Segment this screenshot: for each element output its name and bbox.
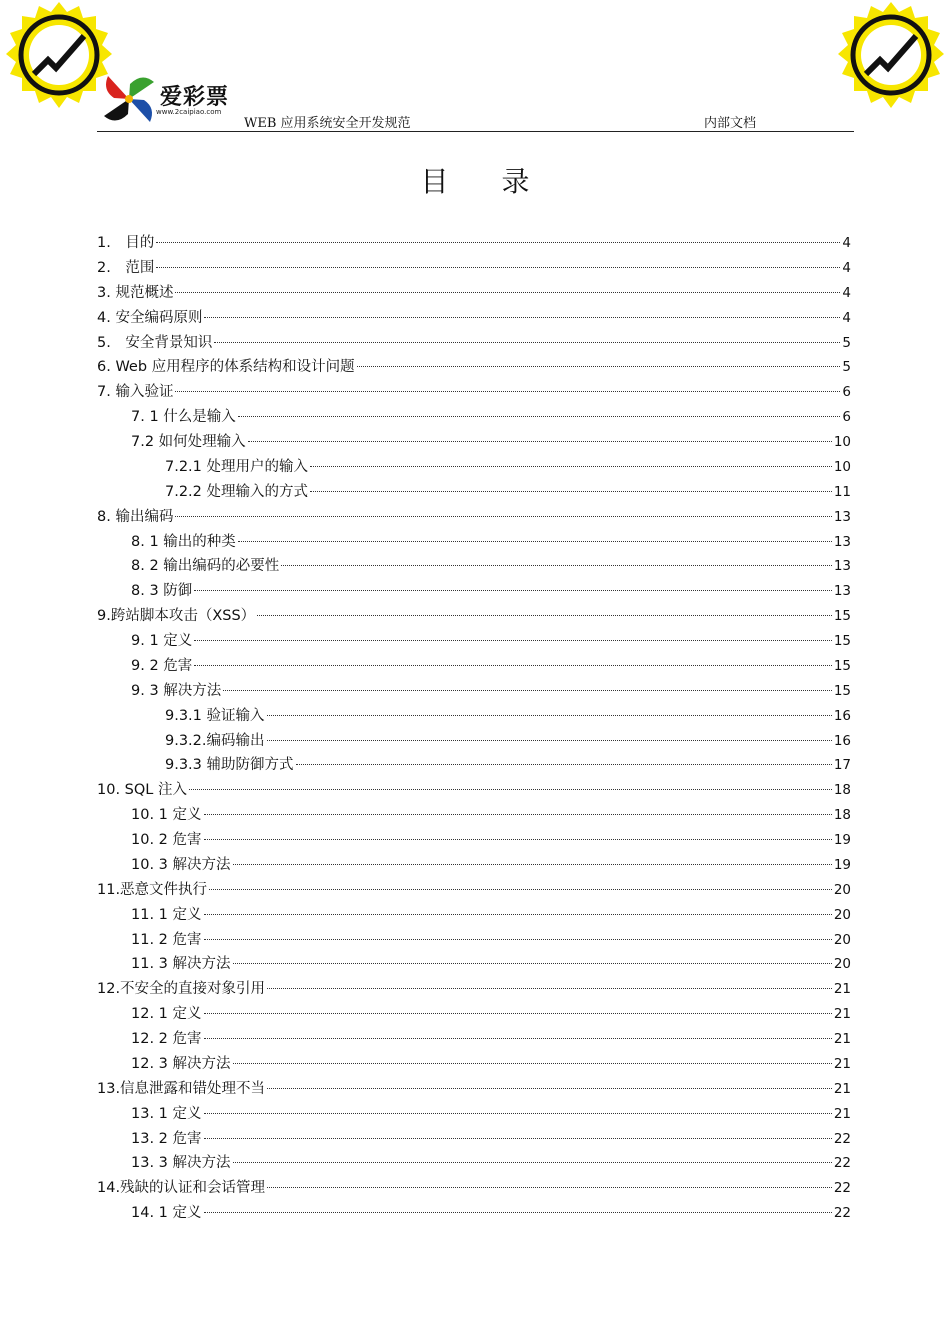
toc-entry[interactable]	[97, 1002, 851, 1027]
dot-leader	[209, 889, 832, 890]
toc-entry-text: 10. 3 解决方法	[131, 856, 231, 873]
toc-entry-text: 9.跨站脚本攻击（XSS）	[97, 608, 256, 625]
toc-entry[interactable]	[97, 355, 851, 380]
toc-entry-page: 13	[833, 508, 851, 525]
toc-entry-page: 4	[842, 284, 851, 301]
toc-entry-page: 4	[842, 309, 851, 326]
toc-entry[interactable]	[97, 903, 851, 928]
toc-entry[interactable]	[97, 928, 851, 953]
header-document-title: WEB 应用系统安全开发规范	[244, 116, 411, 131]
toc-entry-text: 7.2 如何处理输入	[131, 434, 246, 450]
toc-entry-page: 21	[833, 1055, 851, 1072]
dot-leader	[204, 1212, 832, 1213]
dot-leader	[204, 1138, 832, 1139]
toc-entry-text: 10. SQL 注入	[97, 782, 187, 799]
toc-entry-page: 21	[833, 981, 851, 998]
dot-leader	[233, 1063, 832, 1064]
toc-entry-text: 7. 1 什么是输入	[131, 409, 236, 426]
toc-entry-text: 3. 规范概述	[97, 284, 174, 301]
dot-leader	[156, 267, 840, 268]
toc-entry[interactable]	[97, 952, 851, 977]
toc-entry-text: 2. 范围	[97, 259, 155, 276]
dot-leader	[175, 516, 831, 517]
dot-leader	[248, 441, 832, 442]
toc-entry-text: 8. 2 输出编码的必要性	[131, 558, 280, 575]
toc-entry-text: 14. 1 定义	[131, 1205, 202, 1222]
toc-entry-text: 10. 1 定义	[131, 807, 202, 824]
toc-entry-page: 10	[833, 434, 851, 450]
toc-entry[interactable]	[97, 554, 851, 579]
toc-entry-text: 11. 3 解决方法	[131, 956, 231, 973]
toc-entry-text: 6. Web 应用程序的体系结构和设计问题	[97, 359, 355, 376]
toc-entry-text: 14.残缺的认证和会话管理	[97, 1180, 266, 1197]
dot-leader	[189, 789, 832, 790]
toc-entry-page: 16	[833, 732, 851, 749]
toc-entry-text: 11. 2 危害	[131, 931, 202, 948]
company-logo	[100, 70, 250, 128]
header-classification: 内部文档	[704, 116, 757, 131]
toc-entry[interactable]	[97, 430, 851, 455]
toc-entry-page: 11	[833, 483, 851, 500]
dot-leader	[257, 615, 832, 616]
dot-leader	[204, 814, 832, 815]
toc-entry-text: 12. 1 定义	[131, 1006, 202, 1023]
toc-entry[interactable]	[97, 505, 851, 530]
dot-leader	[267, 740, 832, 741]
pdf-xchange-stamp-right[interactable]	[832, 0, 950, 118]
dot-leader	[233, 864, 832, 865]
toc-entry-text: 4. 安全编码原则	[97, 309, 203, 326]
dot-leader	[175, 391, 840, 392]
toc-entry[interactable]	[97, 231, 851, 256]
header-rule	[97, 131, 854, 132]
dot-leader	[204, 939, 832, 940]
toc-entry-page: 21	[833, 1006, 851, 1023]
toc-entry[interactable]	[97, 1052, 851, 1077]
toc-entry-text: 11. 1 定义	[131, 906, 202, 923]
toc-entry-text: 7. 输入验证	[97, 384, 174, 401]
toc-entry-text: 13. 1 定义	[131, 1105, 202, 1122]
dot-leader	[204, 317, 840, 318]
toc-entry-text: 9. 3 解决方法	[131, 682, 222, 699]
toc-entry-page: 6	[842, 384, 851, 401]
toc-entry-text: 8. 1 输出的种类	[131, 533, 236, 550]
dot-leader	[194, 590, 832, 591]
toc-entry[interactable]	[97, 704, 851, 729]
toc-entry[interactable]	[97, 753, 851, 778]
toc-entry[interactable]	[97, 803, 851, 828]
toc-entry-text: 8. 3 防御	[131, 583, 193, 600]
dot-leader	[281, 565, 832, 566]
toc-entry[interactable]	[97, 281, 851, 306]
toc-entry[interactable]	[97, 455, 851, 480]
dot-leader	[204, 1038, 832, 1039]
dot-leader	[267, 1187, 832, 1188]
toc-entry-page: 20	[833, 906, 851, 923]
toc-entry[interactable]	[97, 1151, 851, 1176]
toc-entry[interactable]	[97, 729, 851, 754]
toc-entry-page: 21	[833, 1031, 851, 1047]
table-of-contents	[97, 231, 851, 1226]
toc-entry-page: 15	[833, 682, 851, 699]
toc-entry-text: 9.3.2.编码输出	[165, 732, 265, 749]
toc-entry-page: 16	[833, 707, 851, 724]
toc-entry[interactable]	[97, 629, 851, 654]
toc-entry-text: 1. 目的	[97, 235, 155, 251]
dot-leader	[357, 366, 841, 367]
toc-entry-text: 12. 2 危害	[131, 1031, 202, 1047]
toc-entry[interactable]	[97, 579, 851, 604]
toc-entry-page: 10	[833, 458, 851, 475]
toc-entry[interactable]	[97, 306, 851, 331]
toc-entry-text: 10. 2 危害	[131, 832, 202, 848]
dot-leader	[194, 665, 832, 666]
toc-entry[interactable]	[97, 778, 851, 803]
toc-entry-page: 4	[842, 235, 851, 251]
dot-leader	[296, 764, 832, 765]
toc-entry[interactable]	[97, 1027, 851, 1052]
toc-entry-page: 6	[842, 409, 851, 426]
toc-entry-page: 22	[833, 1180, 851, 1197]
toc-entry-page: 21	[833, 1105, 851, 1122]
toc-entry-page: 19	[833, 856, 851, 873]
toc-entry-text: 13. 2 危害	[131, 1130, 202, 1147]
toc-entry-page: 15	[833, 608, 851, 625]
dot-leader	[238, 416, 841, 417]
dot-leader	[214, 342, 840, 343]
toc-entry-page: 18	[833, 807, 851, 824]
toc-entry-text: 11.恶意文件执行	[97, 881, 208, 898]
toc-entry[interactable]	[97, 977, 851, 1002]
toc-entry[interactable]	[97, 853, 851, 878]
toc-entry-text: 9.3.3 辅助防御方式	[165, 757, 294, 774]
dot-leader	[204, 839, 832, 840]
toc-entry-text: 5. 安全背景知识	[97, 334, 213, 351]
toc-entry-page: 18	[833, 782, 851, 799]
toc-entry[interactable]	[97, 380, 851, 405]
toc-entry-page: 5	[842, 359, 851, 376]
toc-heading: 目 录	[420, 165, 552, 198]
toc-entry[interactable]	[97, 405, 851, 430]
toc-entry-text: 13. 3 解决方法	[131, 1155, 231, 1172]
toc-entry-text: 13.信息泄露和错处理不当	[97, 1080, 266, 1097]
dot-leader	[204, 914, 832, 915]
toc-entry-text: 9.3.1 验证输入	[165, 707, 265, 724]
toc-entry-page: 19	[833, 832, 851, 848]
dot-leader	[267, 1088, 832, 1089]
toc-entry-page: 22	[833, 1155, 851, 1172]
toc-entry-text: 7.2.1 处理用户的输入	[165, 458, 309, 475]
toc-entry[interactable]	[97, 1127, 851, 1152]
dot-leader	[310, 466, 832, 467]
toc-entry-page: 22	[833, 1205, 851, 1222]
toc-entry-page: 15	[833, 633, 851, 649]
toc-entry-page: 13	[833, 558, 851, 575]
dot-leader	[204, 1113, 832, 1114]
dot-leader	[204, 1013, 832, 1014]
toc-entry-text: 8. 输出编码	[97, 508, 174, 525]
dot-leader	[267, 715, 832, 716]
dot-leader	[233, 963, 832, 964]
dot-leader	[223, 690, 832, 691]
stamp-badge-icon	[832, 0, 950, 118]
toc-entry-page: 17	[833, 757, 851, 774]
dot-leader	[175, 292, 840, 293]
toc-entry-text: 12. 3 解决方法	[131, 1055, 231, 1072]
toc-entry-page: 22	[833, 1130, 851, 1147]
toc-entry-page: 21	[833, 1080, 851, 1097]
dot-leader	[238, 541, 832, 542]
dot-leader	[233, 1162, 832, 1163]
dot-leader	[194, 640, 832, 641]
toc-entry-page: 13	[833, 583, 851, 600]
dot-leader	[156, 242, 840, 243]
toc-entry-page: 20	[833, 931, 851, 948]
toc-entry[interactable]	[97, 256, 851, 281]
toc-entry-page: 4	[842, 259, 851, 276]
toc-entry[interactable]	[97, 1077, 851, 1102]
logo-url: www.2caipiao.com	[156, 108, 222, 116]
toc-entry-text: 7.2.2 处理输入的方式	[165, 483, 309, 500]
toc-entry-page: 20	[833, 956, 851, 973]
toc-entry-text: 9. 2 危害	[131, 657, 193, 674]
toc-entry[interactable]	[97, 530, 851, 555]
dot-leader	[310, 491, 832, 492]
toc-entry[interactable]	[97, 1176, 851, 1201]
toc-entry[interactable]	[97, 331, 851, 356]
toc-entry-page: 20	[833, 881, 851, 898]
toc-entry-text: 9. 1 定义	[131, 633, 193, 649]
logo-name: 爱彩票	[160, 85, 230, 110]
toc-entry[interactable]	[97, 878, 851, 903]
toc-entry-page: 13	[833, 533, 851, 550]
toc-entry[interactable]	[97, 480, 851, 505]
toc-entry-page: 15	[833, 657, 851, 674]
toc-entry-page: 5	[842, 334, 851, 351]
toc-entry[interactable]	[97, 604, 851, 629]
toc-entry[interactable]	[97, 828, 851, 853]
toc-entry[interactable]	[97, 654, 851, 679]
toc-entry[interactable]	[97, 1102, 851, 1127]
toc-entry[interactable]	[97, 679, 851, 704]
pinwheel-logo-icon	[100, 70, 158, 128]
toc-entry[interactable]	[97, 1201, 851, 1226]
dot-leader	[267, 988, 832, 989]
toc-entry-text: 12.不安全的直接对象引用	[97, 981, 266, 998]
